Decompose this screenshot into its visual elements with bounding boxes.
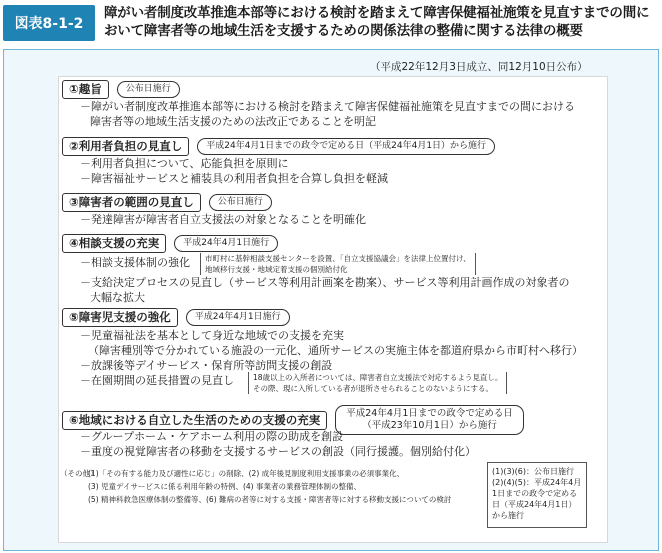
figure-header (0, 0, 662, 46)
bracket-note (200, 253, 476, 275)
section-child-support-header (62, 308, 290, 327)
section-scope-header (62, 193, 272, 212)
effective-date-tag: 平成24年4月1日までの政令で定める日（平成24年4月1日）から施行 (197, 138, 495, 155)
section-title: ①趣旨 (62, 80, 109, 99)
section-title: ⑤障害児支援の強化 (62, 308, 178, 327)
list-item: －相談支援体制の強化 (80, 256, 190, 269)
list-item: －利用者負担について、応能負担を原則に (80, 157, 289, 170)
note-line: (1)「その有する能力及び適性に応じ」の削除、(2) 成年後見制度利用支援事業の必須事業化、 (88, 469, 405, 478)
section-consultation-header (62, 234, 278, 253)
section-user-burden-header (62, 137, 495, 156)
section-title: ③障害者の範囲の見直し (62, 193, 201, 212)
note-line: (5) 精神科救急医療体制の整備等、(6) 難病の者等に対する支援・障害者等に対する移動支援についての検討 (88, 495, 452, 504)
note-line: 市町村に基幹相談支援センターを設置、「自立支援協議会」を法律上位置付け、 (205, 254, 471, 263)
effective-date-tag: 公布日施行 (209, 194, 272, 211)
list-item: －障害福祉サービスと補装具の利用者負担を合算し負担を軽減 (80, 172, 388, 185)
other-label: （その他） (60, 469, 98, 478)
effective-date-tag (335, 405, 524, 435)
list-item: －障がい者制度改革推進本部等における検討を踏まえて障害保健福祉施策を見直すまでの間における (80, 100, 575, 113)
note-line: その際、現に入所している者が退所させられることのないようにする。 (253, 384, 493, 393)
bracket-note (248, 372, 507, 394)
effective-date-tag: 平成24年4月1日施行 (186, 309, 290, 326)
section-title: ④相談支援の充実 (62, 234, 166, 253)
effective-date-tag: 平成24年4月1日施行 (174, 235, 278, 252)
list-item: －発達障害が障害者自立支援法の対象となることを明確化 (80, 213, 366, 226)
list-item: －児童福祉法を基本として身近な地域での支援を充実 (80, 329, 344, 342)
other-lines (88, 467, 451, 506)
section-title: ⑥地域における自立した生活のための支援の充実 (62, 411, 327, 430)
enactment-date: （平成22年12月3日成立、同12月10日公布） (370, 61, 588, 73)
effective-date-tag: 公布日施行 (117, 81, 180, 98)
effective-dates-box: (1)(3)(6)：公布日施行 (2)(4)(5)：平成24年4月1日までの政令で定める日（平成24年4月1日）から施行 (487, 462, 587, 528)
note-line: 地域移行支援・地域定着支援の個別給付化 (205, 265, 348, 274)
list-item: －重度の視覚障害者の移動を支援するサービスの創設（同行援護。個別給付化） (80, 445, 476, 458)
section-purpose-header (62, 80, 180, 99)
list-item: （障害種別等で分かれている施設の一元化、通所サービスの実施主体を都道府県から市町村へ移行） (88, 344, 583, 357)
tag-line: （平成23年10月1日）から施行 (362, 420, 497, 431)
list-item: －在園期間の延長措置の見直し (80, 374, 234, 387)
tag-line: 平成24年4月1日までの政令で定める日 (346, 408, 513, 419)
list-item: －グループホーム・ケアホーム利用の際の助成を創設 (80, 430, 344, 443)
note-line: (3) 児童デイサービスに係る利用年齢の特例、(4) 事業者の業務管理体制の整備、 (88, 482, 361, 491)
note-line: 18歳以上の入所者については、障害者自立支援法で対応するよう見直し。 (253, 373, 503, 382)
list-item: 障害者等の地域生活支援のための法改正であることを明記 (90, 115, 376, 128)
list-item: －放課後等デイサービス・保育所等訪問支援の創設 (80, 359, 333, 372)
figure-title: 障がい者制度改革推進本部等における検討を踏まえて障害保健福祉施策を見直すまでの間において障害者等の地域生活を支援するための関係法律の整備に関する法律の概要 (104, 5, 650, 39)
section-title: ②利用者負担の見直し (62, 137, 189, 156)
list-item: 大幅な拡大 (90, 291, 145, 304)
list-item: －支給決定プロセスの見直し（サービス等利用計画案を勘案）、サービス等利用計画作成の対象者の (80, 276, 570, 289)
figure-badge: 図表8-1-2 (3, 5, 95, 41)
